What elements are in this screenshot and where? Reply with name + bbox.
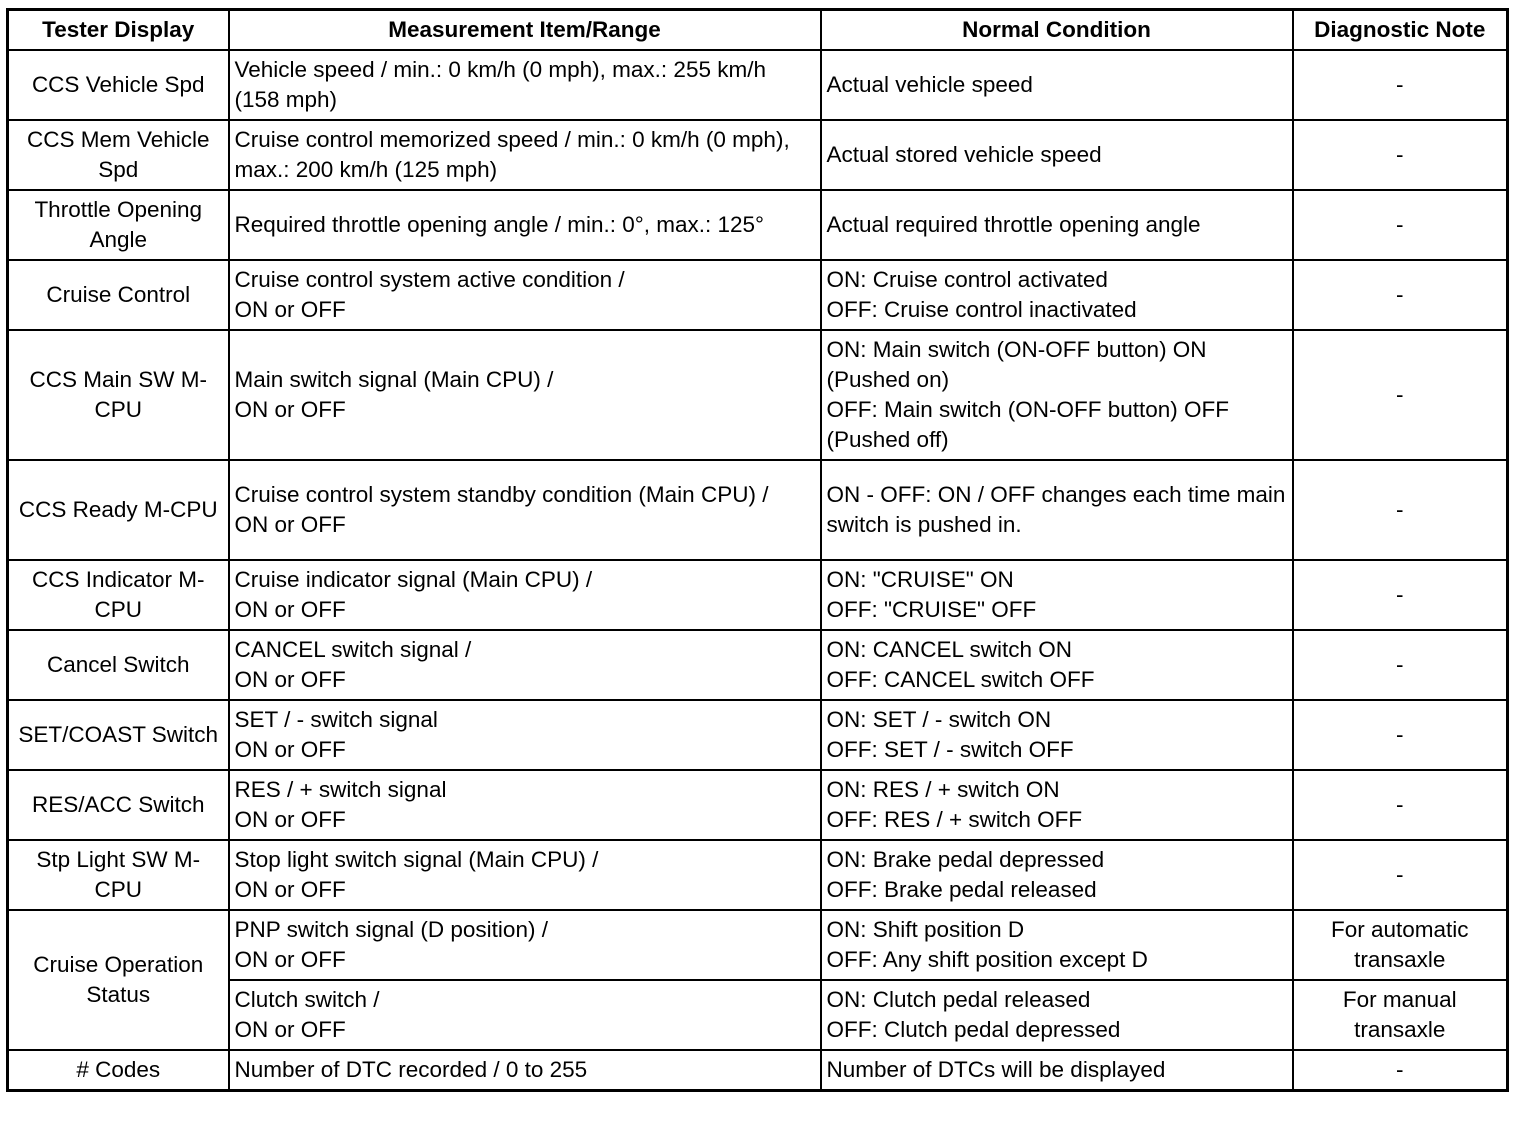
table-row (8, 770, 1508, 840)
measurement-item-cell: Number of DTC recorded / 0 to 255 (229, 1050, 821, 1091)
measurement-item-cell: Required throttle opening angle / min.: 0°, max.: 125° (229, 190, 821, 260)
measurement-item-cell: Clutch switch / ON or OFF (229, 980, 821, 1050)
measurement-item-cell: Cruise indicator signal (Main CPU) / ON or OFF (229, 560, 821, 630)
diagnostic-note-cell: - (1293, 460, 1508, 560)
tester-display-cell: Cruise Control (8, 260, 229, 330)
diagnostic-note-cell: - (1293, 840, 1508, 910)
diagnostic-note-cell: - (1293, 50, 1508, 120)
measurement-item-cell: SET / - switch signal ON or OFF (229, 700, 821, 770)
tester-display-cell: CCS Ready M-CPU (8, 460, 229, 560)
table-row (8, 120, 1508, 190)
table-row (8, 330, 1508, 460)
normal-condition-cell: ON: Cruise control activated OFF: Cruise control inactivated (821, 260, 1293, 330)
normal-condition-cell: Actual vehicle speed (821, 50, 1293, 120)
header-diagnostic-note: Diagnostic Note (1293, 10, 1508, 51)
measurement-item-cell: Cruise control memorized speed / min.: 0 km/h (0 mph), max.: 200 km/h (125 mph) (229, 120, 821, 190)
table-row (8, 560, 1508, 630)
diagnostic-note-cell: - (1293, 120, 1508, 190)
table-row (8, 460, 1508, 560)
diagnostic-note-cell: - (1293, 1050, 1508, 1091)
table-row (8, 700, 1508, 770)
diagnostic-note-cell: - (1293, 560, 1508, 630)
measurement-item-cell: CANCEL switch signal / ON or OFF (229, 630, 821, 700)
header-measurement-item: Measurement Item/Range (229, 10, 821, 51)
measurement-item-cell: Main switch signal (Main CPU) / ON or OFF (229, 330, 821, 460)
diagnostic-note-cell: - (1293, 190, 1508, 260)
normal-condition-cell: Actual stored vehicle speed (821, 120, 1293, 190)
data-list-table (6, 8, 1509, 1092)
diagnostic-note-cell: - (1293, 700, 1508, 770)
normal-condition-cell: ON: "CRUISE" ON OFF: "CRUISE" OFF (821, 560, 1293, 630)
measurement-item-cell: Cruise control system standby condition (Main CPU) / ON or OFF (229, 460, 821, 560)
table-row (8, 980, 1508, 1050)
normal-condition-cell: ON: Main switch (ON-OFF button) ON (Pushed on) OFF: Main switch (ON-OFF button) OFF (Pushed off) (821, 330, 1293, 460)
diagnostic-note-cell: - (1293, 260, 1508, 330)
normal-condition-cell: ON: Shift position D OFF: Any shift position except D (821, 910, 1293, 980)
table-row (8, 630, 1508, 700)
tester-display-cell: Cruise Operation Status (8, 910, 229, 1050)
normal-condition-cell: ON: CANCEL switch ON OFF: CANCEL switch OFF (821, 630, 1293, 700)
diagnostic-note-cell: - (1293, 630, 1508, 700)
table-row (8, 910, 1508, 980)
tester-display-cell: Throttle Opening Angle (8, 190, 229, 260)
measurement-item-cell: PNP switch signal (D position) / ON or OFF (229, 910, 821, 980)
table-row (8, 1050, 1508, 1091)
tester-display-cell: Stp Light SW M-CPU (8, 840, 229, 910)
diagnostic-note-cell: - (1293, 330, 1508, 460)
table-row (8, 840, 1508, 910)
measurement-item-cell: Stop light switch signal (Main CPU) / ON or OFF (229, 840, 821, 910)
table-row (8, 50, 1508, 120)
header-normal-condition: Normal Condition (821, 10, 1293, 51)
normal-condition-cell: Number of DTCs will be displayed (821, 1050, 1293, 1091)
diagnostic-note-cell: For manual transaxle (1293, 980, 1508, 1050)
normal-condition-cell: Actual required throttle opening angle (821, 190, 1293, 260)
table-container (6, 8, 1509, 1092)
diagnostic-note-cell: For automatic transaxle (1293, 910, 1508, 980)
normal-condition-cell: ON: RES / + switch ON OFF: RES / + switch OFF (821, 770, 1293, 840)
diagnostic-note-cell: - (1293, 770, 1508, 840)
measurement-item-cell: Vehicle speed / min.: 0 km/h (0 mph), max.: 255 km/h (158 mph) (229, 50, 821, 120)
tester-display-cell: CCS Mem Vehicle Spd (8, 120, 229, 190)
normal-condition-cell: ON: Clutch pedal released OFF: Clutch pedal depressed (821, 980, 1293, 1050)
table-row (8, 190, 1508, 260)
normal-condition-cell: ON: SET / - switch ON OFF: SET / - switch OFF (821, 700, 1293, 770)
header-tester-display: Tester Display (8, 10, 229, 51)
table-row (8, 260, 1508, 330)
header-row (8, 10, 1508, 51)
tester-display-cell: # Codes (8, 1050, 229, 1091)
tester-display-cell: RES/ACC Switch (8, 770, 229, 840)
normal-condition-cell: ON - OFF: ON / OFF changes each time main switch is pushed in. (821, 460, 1293, 560)
normal-condition-cell: ON: Brake pedal depressed OFF: Brake pedal released (821, 840, 1293, 910)
tester-display-cell: CCS Indicator M-CPU (8, 560, 229, 630)
measurement-item-cell: RES / + switch signal ON or OFF (229, 770, 821, 840)
tester-display-cell: Cancel Switch (8, 630, 229, 700)
tester-display-cell: SET/COAST Switch (8, 700, 229, 770)
measurement-item-cell: Cruise control system active condition / ON or OFF (229, 260, 821, 330)
tester-display-cell: CCS Main SW M-CPU (8, 330, 229, 460)
tester-display-cell: CCS Vehicle Spd (8, 50, 229, 120)
